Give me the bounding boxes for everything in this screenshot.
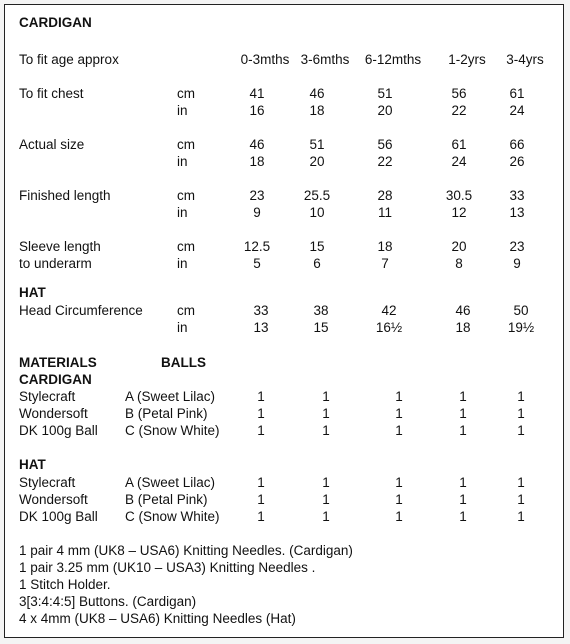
ball-count: 1 xyxy=(517,406,525,421)
unit-cm: cm xyxy=(177,188,195,203)
unit-cm: cm xyxy=(177,86,195,101)
measure-cm-value: 28 xyxy=(377,188,393,203)
hat-cm-value: 50 xyxy=(513,303,529,318)
hat-heading: HAT xyxy=(19,285,46,300)
measure-in-value: 20 xyxy=(309,154,325,169)
ball-count: 1 xyxy=(459,406,467,421)
ball-count: 1 xyxy=(322,389,330,404)
yarn-colour: A (Sweet Lilac) xyxy=(125,475,216,490)
measure-in-value: 16 xyxy=(249,103,265,118)
yarn-name: DK 100g Ball xyxy=(19,423,98,438)
size-header: 0-3mths xyxy=(240,52,290,67)
measure-cm-value: 15 xyxy=(309,239,325,254)
ball-count: 1 xyxy=(459,389,467,404)
ball-count: 1 xyxy=(459,509,467,524)
hat-cm-value: 42 xyxy=(381,303,397,318)
ball-count: 1 xyxy=(395,492,403,507)
hat-measure-label: Head Circumference xyxy=(19,303,143,318)
hat-in-value: 15 xyxy=(313,320,329,335)
measure-in-value: 18 xyxy=(309,103,325,118)
measure-in-value: 6 xyxy=(313,256,321,271)
size-header: 3-6mths xyxy=(300,52,350,67)
hat-in-value: 18 xyxy=(455,320,471,335)
unit-cm: cm xyxy=(177,239,195,254)
requirement-line: 4 x 4mm (UK8 – USA6) Knitting Needles (Hat) xyxy=(19,611,296,626)
requirement-line: 1 pair 4 mm (UK8 – USA6) Knitting Needles. (Cardigan) xyxy=(19,543,353,558)
requirement-line: 3[3:4:4:5] Buttons. (Cardigan) xyxy=(19,594,197,609)
hat-cm-value: 46 xyxy=(455,303,471,318)
balls-heading: BALLS xyxy=(161,355,206,370)
unit-cm: cm xyxy=(177,137,195,152)
measure-in-value: 26 xyxy=(509,154,525,169)
ball-count: 1 xyxy=(517,509,525,524)
ball-count: 1 xyxy=(459,475,467,490)
ball-count: 1 xyxy=(395,509,403,524)
measure-label: Actual size xyxy=(19,137,85,152)
unit-cm: cm xyxy=(177,303,195,318)
yarn-colour: A (Sweet Lilac) xyxy=(125,389,216,404)
measure-cm-value: 41 xyxy=(249,86,265,101)
requirement-line: 1 Stitch Holder. xyxy=(19,577,111,592)
measure-in-value: 24 xyxy=(451,154,467,169)
pattern-sheet xyxy=(4,4,564,638)
ball-count: 1 xyxy=(257,492,265,507)
ball-count: 1 xyxy=(322,492,330,507)
measure-cm-value: 12.5 xyxy=(243,239,271,254)
age-label: To fit age approx xyxy=(19,52,119,67)
ball-count: 1 xyxy=(257,406,265,421)
measure-label: Finished length xyxy=(19,188,111,203)
size-header: 1-2yrs xyxy=(448,52,486,67)
measure-cm-value: 46 xyxy=(309,86,325,101)
ball-count: 1 xyxy=(459,423,467,438)
hat-cm-value: 33 xyxy=(253,303,269,318)
hat-in-value: 19½ xyxy=(507,320,535,335)
ball-count: 1 xyxy=(459,492,467,507)
materials-heading: MATERIALS xyxy=(19,355,97,370)
yarn-name: Stylecraft xyxy=(19,475,76,490)
measure-cm-value: 66 xyxy=(509,137,525,152)
measure-cm-value: 56 xyxy=(451,86,467,101)
measure-cm-value: 46 xyxy=(249,137,265,152)
measure-cm-value: 30.5 xyxy=(445,188,473,203)
cardigan-materials-subheading: CARDIGAN xyxy=(19,372,92,387)
ball-count: 1 xyxy=(517,389,525,404)
yarn-name: Stylecraft xyxy=(19,389,76,404)
ball-count: 1 xyxy=(517,475,525,490)
ball-count: 1 xyxy=(257,509,265,524)
cardigan-heading: CARDIGAN xyxy=(19,15,92,30)
yarn-colour: C (Snow White) xyxy=(125,509,220,524)
ball-count: 1 xyxy=(395,406,403,421)
measure-cm-value: 20 xyxy=(451,239,467,254)
measure-cm-value: 18 xyxy=(377,239,393,254)
unit-in: in xyxy=(177,103,188,118)
size-header: 6-12mths xyxy=(364,52,422,67)
measure-label: To fit chest xyxy=(19,86,84,101)
ball-count: 1 xyxy=(322,475,330,490)
unit-in: in xyxy=(177,256,188,271)
measure-cm-value: 23 xyxy=(249,188,265,203)
hat-cm-value: 38 xyxy=(313,303,329,318)
ball-count: 1 xyxy=(395,475,403,490)
requirement-line: 1 pair 3.25 mm (UK10 – USA3) Knitting Needles . xyxy=(19,560,316,575)
yarn-colour: B (Petal Pink) xyxy=(125,406,208,421)
measure-in-value: 10 xyxy=(309,205,325,220)
measure-cm-value: 61 xyxy=(509,86,525,101)
ball-count: 1 xyxy=(395,389,403,404)
measure-in-value: 5 xyxy=(253,256,261,271)
measure-in-value: 12 xyxy=(451,205,467,220)
ball-count: 1 xyxy=(257,423,265,438)
unit-in: in xyxy=(177,154,188,169)
measure-in-value: 22 xyxy=(377,154,393,169)
ball-count: 1 xyxy=(322,423,330,438)
ball-count: 1 xyxy=(322,509,330,524)
ball-count: 1 xyxy=(395,423,403,438)
measure-in-value: 18 xyxy=(249,154,265,169)
ball-count: 1 xyxy=(322,406,330,421)
hat-in-value: 16½ xyxy=(375,320,403,335)
yarn-colour: C (Snow White) xyxy=(125,423,220,438)
measure-label-line2: to underarm xyxy=(19,256,92,271)
measure-cm-value: 56 xyxy=(377,137,393,152)
measure-cm-value: 25.5 xyxy=(303,188,331,203)
measure-in-value: 9 xyxy=(253,205,261,220)
measure-cm-value: 61 xyxy=(451,137,467,152)
unit-in: in xyxy=(177,205,188,220)
measure-in-value: 11 xyxy=(377,205,392,220)
hat-materials-subheading: HAT xyxy=(19,457,46,472)
ball-count: 1 xyxy=(517,492,525,507)
ball-count: 1 xyxy=(517,423,525,438)
ball-count: 1 xyxy=(257,475,265,490)
measure-in-value: 9 xyxy=(513,256,521,271)
yarn-colour: B (Petal Pink) xyxy=(125,492,208,507)
measure-in-value: 22 xyxy=(451,103,467,118)
measure-cm-value: 33 xyxy=(509,188,525,203)
size-header: 3-4yrs xyxy=(506,52,544,67)
measure-in-value: 24 xyxy=(509,103,525,118)
measure-in-value: 20 xyxy=(377,103,393,118)
unit-in: in xyxy=(177,320,188,335)
ball-count: 1 xyxy=(257,389,265,404)
measure-in-value: 13 xyxy=(509,205,525,220)
yarn-name: DK 100g Ball xyxy=(19,509,98,524)
measure-label: Sleeve length xyxy=(19,239,101,254)
measure-in-value: 8 xyxy=(455,256,463,271)
yarn-name: Wondersoft xyxy=(19,492,88,507)
hat-in-value: 13 xyxy=(253,320,269,335)
measure-cm-value: 23 xyxy=(509,239,525,254)
measure-cm-value: 51 xyxy=(309,137,325,152)
measure-in-value: 7 xyxy=(381,256,389,271)
measure-cm-value: 51 xyxy=(377,86,393,101)
yarn-name: Wondersoft xyxy=(19,406,88,421)
